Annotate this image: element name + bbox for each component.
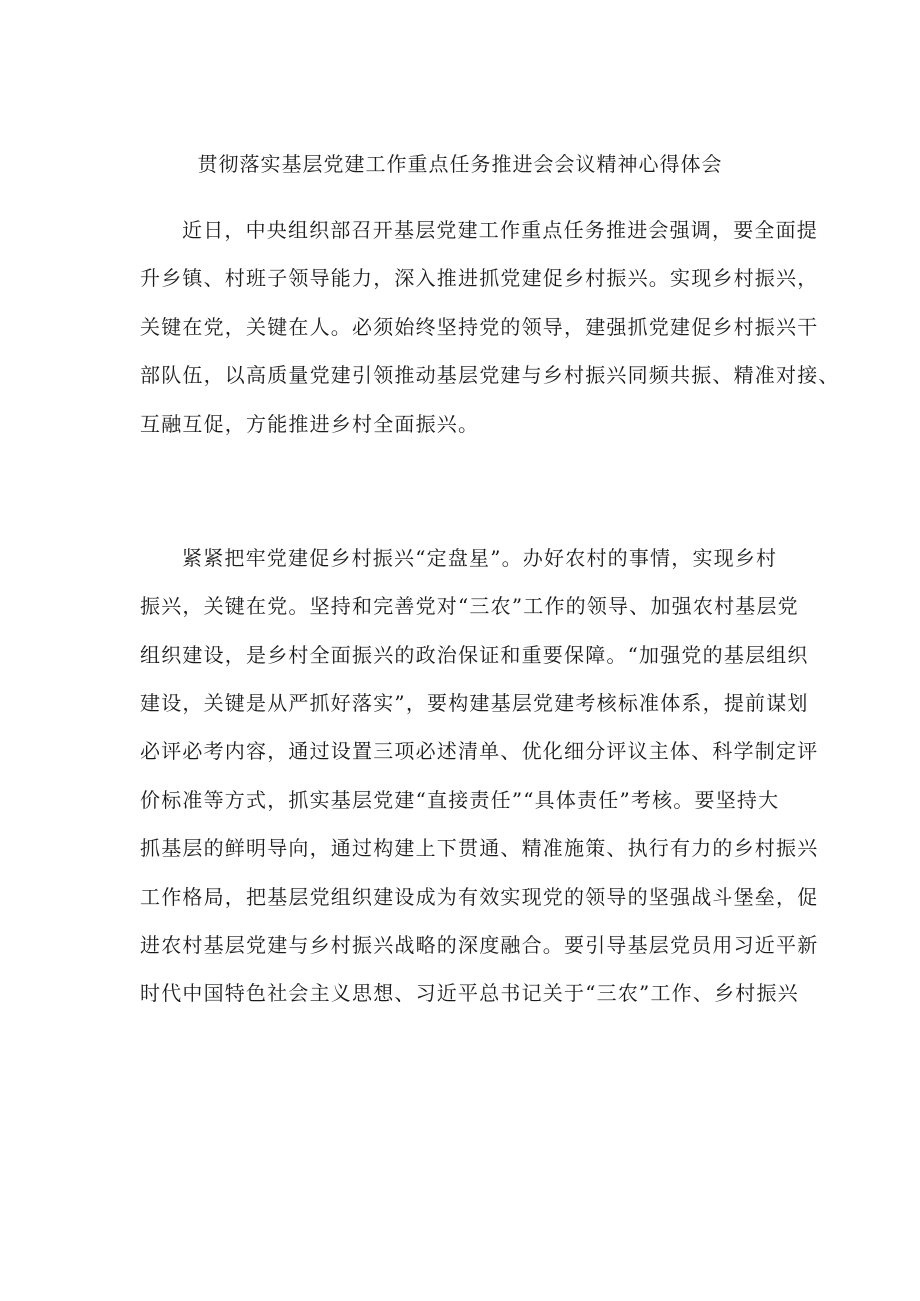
- paragraph-2-line: 抓基层的鲜明导向，通过构建上下贯通、精准施策、执行有力的乡村振兴: [140, 836, 819, 860]
- paragraph-2-line: 工作格局，把基层党组织建设成为有效实现党的领导的坚强战斗堡垒，促: [140, 885, 819, 909]
- paragraph-2-line: 进农村基层党建与乡村振兴战略的深度融合。要引导基层党员用习近平新: [140, 933, 819, 957]
- paragraph-1-line: 近日，中央组织部召开基层党建工作重点任务推进会强调，要全面提: [182, 218, 818, 242]
- document-title: 贯彻落实基层党建工作重点任务推进会会议精神心得体会: [197, 152, 723, 176]
- paragraph-1-line: 升乡镇、村班子领导能力，深入推进抓党建促乡村振兴。实现乡村振兴，: [140, 266, 819, 290]
- paragraph-2-line: 组织建设，是乡村全面振兴的政治保证和重要保障。“加强党的基层组织: [140, 643, 809, 667]
- paragraph-2-line: 价标准等方式，抓实基层党建“直接责任”“具体责任”考核。要坚持大: [140, 788, 780, 812]
- paragraph-1-line: 关键在党，关键在人。必须始终坚持党的领导，建强抓党建促乡村振兴干: [140, 315, 819, 339]
- paragraph-2-line: 振兴，关键在党。坚持和完善党对“三农”工作的领导、加强农村基层党: [140, 594, 799, 618]
- paragraph-1-line: 部队伍，以高质量党建引领推动基层党建与乡村振兴同频共振、精准对接、: [140, 363, 840, 387]
- paragraph-2-line: 建设，关键是从严抓好落实”，要构建基层党建考核标准体系，提前谋划: [140, 691, 809, 715]
- paragraph-2-line: 紧紧把牢党建促乡村振兴“定盘星”。办好农村的事情，实现乡村: [182, 546, 778, 570]
- paragraph-2-line: 时代中国特色社会主义思想、习近平总书记关于“三农”工作、乡村振兴: [140, 981, 799, 1005]
- paragraph-2-line: 必评必考内容，通过设置三项必述清单、优化细分评议主体、科学制定评: [140, 739, 819, 763]
- paragraph-1-line: 互融互促，方能推进乡村全面振兴。: [140, 412, 480, 436]
